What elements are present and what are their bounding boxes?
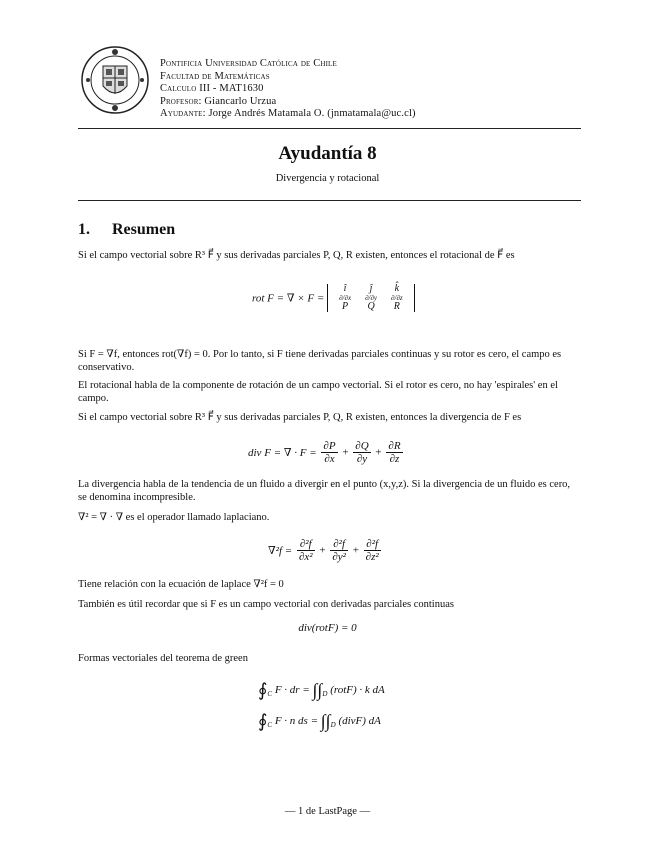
matrix-cell-dx: ∂/∂x (339, 294, 352, 302)
header-rule-top (78, 128, 581, 129)
green2-rhs: (divF) dA (338, 715, 381, 728)
contour-integral-icon: ∮ (258, 680, 268, 700)
div-rot-equation: div(rotF) = 0 (298, 622, 357, 634)
university-seal-logo (80, 42, 150, 118)
paragraph-div-meaning: La divergencia habla de la tendencia de un fluido a divergir en el punto (x,y,z). Si la divergencia de un fluido es cero, se denomina incompresible. (78, 479, 571, 503)
matrix-cell-r: R (393, 301, 400, 312)
matrix-cell-p: P (342, 301, 349, 312)
assistant-label: Ayudante: (160, 108, 206, 119)
paragraph-laplace-eq: Tiene relación con la ecuación de laplace ∇²f = 0 (78, 579, 284, 590)
course-name: Calculo III - MAT1630 (160, 83, 264, 94)
rot-determinant-matrix (327, 284, 415, 312)
rot-equation (252, 284, 415, 312)
page-footer: — 1 de LastPage — (284, 806, 371, 817)
contour-integral-icon: ∮ (258, 711, 268, 731)
paragraph-laplacian: ∇² = ∇ · ∇ es el operador llamado laplaciano. (78, 512, 270, 523)
matrix-cell-dz: ∂/∂z (391, 294, 403, 302)
laplacian-equation: ∇²f = $\frac{\text{∂²f}}{\text{∂x²}}$ + $\frac{\text{∂²f}}{\text{∂y²}}$ + $\frac{\text{∂²f}}{\text{∂z²}}$ (268, 538, 379, 563)
paragraph-div-intro: Si el campo vectorial sobre R³ F⃗ y sus derivadas parciales P, Q, R existen, entonces la divergencia de F es (78, 412, 522, 423)
matrix-cell-i: î (343, 283, 347, 294)
paragraph-div-rot: También es útil recordar que si F es un campo vectorial con derivadas parciales continuas (78, 599, 454, 610)
section-heading (78, 221, 175, 239)
lap-term-z: $\frac{\text{∂²f}}{\text{∂z²}}$ (365, 538, 379, 563)
laplacian-lhs: ∇²f = (268, 545, 293, 557)
professor-label: Profesor: (160, 95, 202, 107)
assistant-line (160, 108, 416, 121)
section-title: Resumen (112, 221, 176, 238)
green-equation-1: $∮_C$ F · dr = $\int\int_D$ (rotF) · k dA (258, 680, 385, 700)
matrix-cell-j: ĵ (369, 283, 373, 294)
green2-lhs: F · n ds = (274, 715, 318, 728)
faculty-name: Facultad de Matemáticas (160, 70, 270, 82)
double-integral-icon: ∫∫ (312, 680, 323, 700)
section-number: 1. (78, 221, 90, 238)
div-equation: div F = ∇ · F = $\frac{\partial P}{\partial x}$ + $\frac{\partial Q}{\partial y}$ + $\frac{\partial R}{\partial z}$ (248, 440, 401, 465)
div-term-r: $\frac{\partial R}{\partial z}$ (388, 440, 401, 465)
div-term-p: $\frac{\partial P}{\partial x}$ (323, 440, 336, 465)
div-lhs: div F = ∇ · F = (248, 447, 317, 459)
green1-rhs: (rotF) · k dA (330, 684, 385, 697)
paragraph-conservative: Si F = ∇f, entonces rot(∇f) = 0. Por lo tanto, si F tiene derivadas parciales continuas y su rotor es cero, el campo es conservativo. (78, 349, 562, 373)
double-integral-icon: ∫∫ (320, 711, 331, 731)
header-block (160, 58, 416, 121)
lap-term-y: $\frac{\text{∂²f}}{\text{∂y²}}$ (332, 538, 346, 563)
green1-lhs: F · dr = (274, 684, 310, 697)
professor-name: Giancarlo Urzua (204, 95, 277, 107)
professor-line (160, 96, 416, 109)
header-rule-bottom (78, 200, 581, 201)
lap-term-x: $\frac{\text{∂²f}}{\text{∂x²}}$ (298, 538, 313, 563)
university-name: Pontificia Universidad Católica de Chile (160, 58, 337, 69)
rot-lhs: rot F = ∇ × F = (252, 292, 325, 305)
matrix-cell-k: k̂ (394, 283, 400, 294)
green-equation-2: $∮_C$ F · n ds = $\int\int_D$ (divF) dA (258, 711, 381, 731)
matrix-cell-q: Q (367, 301, 375, 312)
assistant-name: Jorge Andrés Matamala O. (jnmatamala@uc.cl) (208, 108, 416, 119)
div-term-q: $\frac{\partial Q}{\partial y}$ (355, 440, 369, 465)
page-subtitle: Divergencia y rotacional (275, 173, 380, 184)
paragraph-rot-intro: Si el campo vectorial sobre R³ F⃗ y sus derivadas parciales P, Q, R existen, entonces el rotacional de F⃗ es (78, 250, 515, 261)
paragraph-green: Formas vectoriales del teorema de green (78, 653, 248, 664)
matrix-cell-dy: ∂/∂y (365, 294, 378, 302)
paragraph-rot-meaning: El rotacional habla de la componente de rotación de un campo vectorial. Si el rotor es cero, no hay 'espirales' en el campo. (78, 380, 558, 404)
page-title: Ayudantía 8 (278, 143, 377, 164)
